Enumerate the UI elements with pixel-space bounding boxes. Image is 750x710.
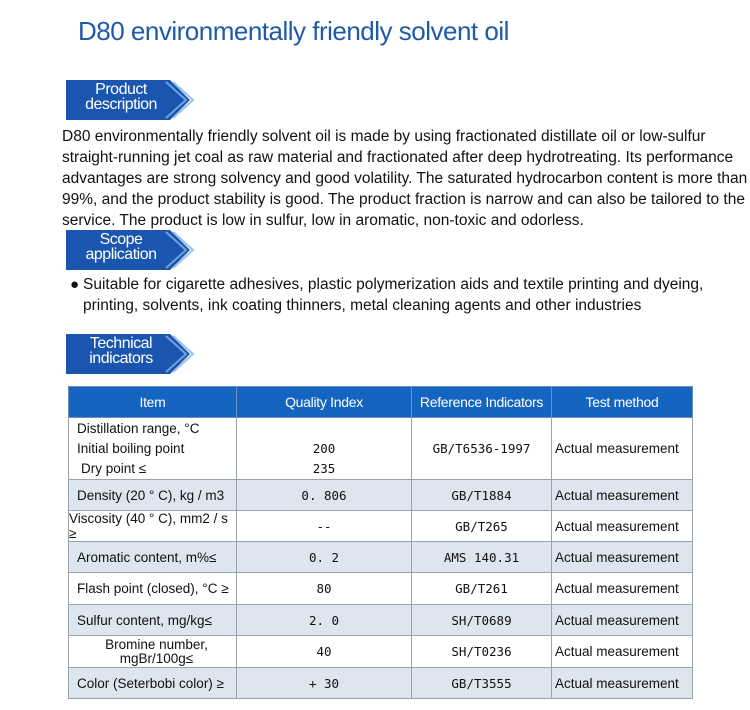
table-row: [69, 511, 693, 542]
cell-item: [69, 418, 237, 480]
cell-method: Actual measurement: [552, 418, 693, 480]
table-row: [69, 636, 693, 668]
header-item: Item: [69, 387, 237, 418]
cell-reference: SH/T0689: [412, 605, 552, 636]
cell-method: Actual measurement: [552, 573, 693, 605]
header-reference-indicators: Reference Indicators: [412, 387, 552, 418]
cell-method: Actual measurement: [552, 605, 693, 636]
description-text: D80 environmentally friendly solvent oil is made by using fractionated distillate oil or low-sulfur straight-running jet coal as raw material and fractionated after deep hydrotreating. Its performance advantages are strong solvency and good volatility. The saturated hydrocarbon content is more than 99%, and the product stability is good. The product fraction is narrow and can also be tailored to the service. The product is low in sulfur, low in aromatic, non-toxic and odorless.: [62, 128, 748, 229]
cell-item: Density (20 ° C), kg / m3: [69, 480, 237, 511]
header-test-method: Test method: [552, 387, 693, 418]
cell-quality: [237, 418, 412, 480]
bromine-label-line-2: mgBr/100g≤: [119, 650, 194, 666]
cell-method: Actual measurement: [552, 511, 693, 542]
table-row: [69, 605, 693, 636]
table-row: [69, 418, 693, 480]
cell-method: Actual measurement: [552, 668, 693, 699]
cell-quality: 80: [237, 573, 412, 605]
cell-method: Actual measurement: [552, 542, 693, 573]
page-title: D80 environmentally friendly solvent oil: [78, 16, 509, 46]
badge-line-2: application: [85, 246, 157, 263]
cell-reference: GB/T1884: [412, 480, 552, 511]
ibp-value: 200: [312, 440, 336, 456]
bromine-label-line-1: Bromine number,: [105, 636, 208, 652]
table-row: [69, 542, 693, 573]
table-header-row: [69, 387, 693, 418]
cell-reference: GB/T3555: [412, 668, 552, 699]
cell-reference: GB/T261: [412, 573, 552, 605]
cell-quality: 40: [237, 636, 412, 668]
cell-reference: SH/T0236: [412, 636, 552, 668]
cell-method: Actual measurement: [552, 480, 693, 511]
cell-item: Viscosity (40 ° C), mm2 / s ≥: [69, 511, 237, 542]
badge-line-2: indicators: [89, 350, 153, 367]
header-quality-index: Quality Index: [237, 387, 412, 418]
badge-line-1: Product: [95, 81, 147, 98]
table-row: [69, 668, 693, 699]
cell-quality: 0. 2: [237, 542, 412, 573]
scope-text: Suitable for cigarette adhesives, plastic polymerization aids and textile printing and dyeing, printing, solvents, ink coating thinners, metal cleaning agents and other industries: [83, 276, 704, 314]
distillation-label: Distillation range, °C: [77, 420, 200, 436]
cell-quality: 2. 0: [237, 605, 412, 636]
cell-reference: GB/T265: [412, 511, 552, 542]
section-badge-description: [66, 80, 196, 120]
cell-item: Aromatic content, m%≤: [69, 542, 237, 573]
cell-item: [69, 636, 237, 668]
table-row: [69, 573, 693, 605]
table-row: [69, 480, 693, 511]
dry-point-label: Dry point ≤: [81, 460, 147, 476]
cell-reference: AMS 140.31: [412, 542, 552, 573]
badge-line-2: description: [85, 96, 157, 113]
cell-quality: 0. 806: [237, 480, 412, 511]
cell-item: Flash point (closed), °C ≥: [69, 573, 237, 605]
cell-quality: --: [237, 511, 412, 542]
ibp-label: Initial boiling point: [77, 440, 185, 456]
cell-item: Sulfur content, mg/kg≤: [69, 605, 237, 636]
section-badge-technical: [66, 334, 196, 374]
bullet-icon: ●: [70, 276, 80, 293]
section-badge-scope: [66, 230, 196, 270]
scope-list: [70, 274, 740, 316]
cell-item: Color (Seterbobi color) ≥: [69, 668, 237, 699]
badge-line-1: Scope: [99, 231, 143, 248]
cell-reference: GB/T6536-1997: [412, 418, 552, 480]
cell-method: Actual measurement: [552, 636, 693, 668]
badge-line-1: Technical: [89, 335, 153, 352]
dry-point-value: 235: [312, 460, 336, 476]
cell-quality: + 30: [237, 668, 412, 699]
technical-indicators-table: [68, 386, 693, 699]
